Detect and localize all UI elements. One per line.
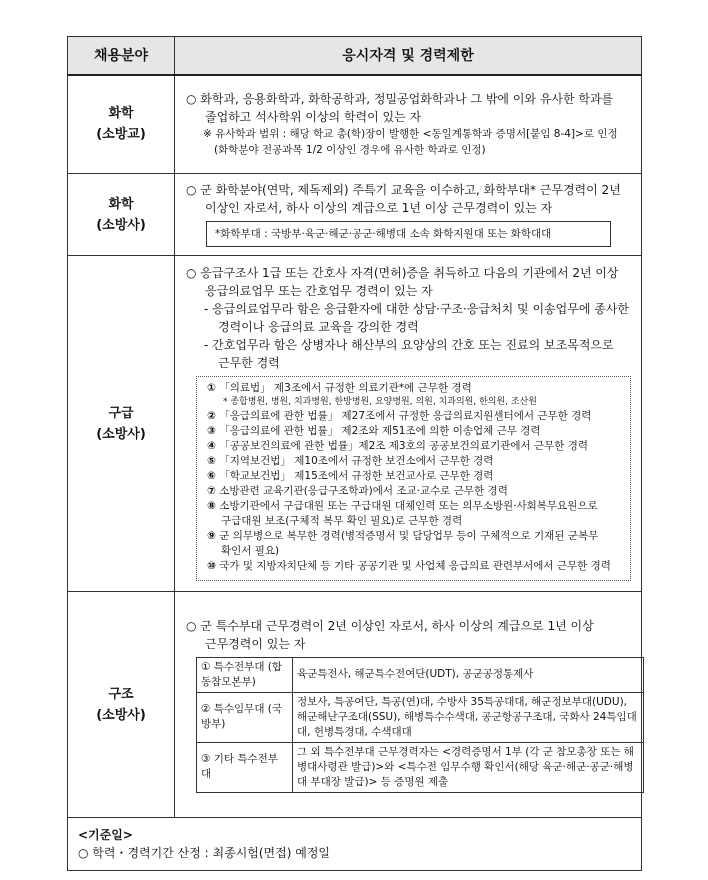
unit-type-label: ③ 기타 특수전부대 (197, 742, 293, 792)
reference-date-text: ○ 학력・경력기간 산정 : 최종시험(면접) 예정일 (78, 846, 331, 860)
list-item: ⑩ 국가 및 지방자치단체 등 기타 공공기관 및 사업체 응급의료 관련부서에서 근무한 경력 (207, 560, 611, 572)
table-row (68, 75, 642, 174)
unit-list: 육군특전사, 해군특수전여단(UDT), 공군공정통제사 (293, 657, 644, 692)
table-row (197, 657, 644, 692)
list-item: ⑦ 소방관련 교육기관(응급구조학과)에서 조교·교수로 근무한 경력 (207, 485, 508, 497)
qualification-text: ○ 군 특수부대 근무경력이 2년 이상인 자로서, 하사 이상의 계급으로 1년 이상 근무경력이 있는 자 (186, 618, 594, 651)
field-rank: (소방교) (96, 127, 146, 143)
table-row (68, 592, 642, 818)
list-item: ④ 「공공보건의료에 관한 법률」제2조 제3호의 공공보건의료기관에서 근무한 경력 (207, 440, 589, 452)
table-header-row (68, 37, 642, 75)
field-name: 구급 (108, 405, 134, 421)
table-row (68, 256, 642, 592)
list-item: ③ 「응급의료에 관한 법률」 제2조와 제51조에 의한 이송업체 근무 경력 (207, 425, 541, 437)
reference-date-section (67, 818, 642, 871)
qualification-document (67, 36, 642, 871)
list-item: ⑧ 소방기관에서 구급대원 또는 구급대원 대체인력 또는 의무소방원·사회복무요원으로 구급대원 보조(구체적 복무 확인 필요)로 근무한 경력 (207, 500, 598, 527)
emergency-work-definition: - 응급의료업무라 함은 응급환자에 대한 상담·구조·응급처치 및 이송업무에 종사한 경력이나 응급의료 교육을 강의한 경력 (204, 302, 630, 334)
unit-list: 그 외 특수전부대 근무경력자는 <경력증명서 1부 (각 군 참모총장 또는 해병대사령관 발급)>와 <특수전 임무수행 확인서(해당 육군·해군·공군·해병대 부대장 발급)> 등 증명원 제출 (293, 742, 644, 792)
field-rank: (소방사) (96, 426, 146, 442)
table-row (197, 692, 644, 742)
nursing-work-definition: - 간호업무라 함은 상병자나 해산부의 요양상의 간호 또는 진료의 보조목적으로 근무한 경력 (204, 338, 614, 370)
unit-type-label: ② 특수임무대 (국방부) (197, 692, 293, 742)
table-row (68, 174, 642, 256)
list-item: ① 「의료법」 제3조에서 규정한 의료기관*에 근무한 경력 (207, 382, 472, 394)
qualification-text: ○ 응급구조사 1급 또는 간호사 자격(면허)증을 취득하고 다음의 기관에서 2년 이상 응급의료업무 또는 간호업무 경력이 있는 자 (186, 266, 619, 298)
field-name: 화학 (108, 196, 134, 212)
qualification-cell (175, 256, 642, 592)
special-unit-table (196, 657, 644, 793)
reference-date-title: <기준일> (78, 828, 133, 842)
field-cell (68, 75, 175, 174)
institution-list (196, 376, 631, 581)
list-item: ⑨ 군 의무병으로 복무한 경력(병적증명서 및 담당업무 등이 구체적으로 기재된 군복무 확인서 필요) (207, 530, 599, 557)
table-row (197, 742, 644, 792)
header-field: 채용분야 (68, 37, 175, 75)
unit-type-label: ① 특수전부대 (합동참모본부) (197, 657, 293, 692)
qualification-table (67, 36, 642, 818)
list-item: ⑤ 「지역보건법」 제10조에서 규정한 보건소에서 근무한 경력 (207, 455, 494, 467)
field-name: 구조 (108, 686, 134, 702)
unit-list: 정보사, 특공여단, 특공(연)대, 수방사 35특공대대, 해군정보부대(UDU), 해군해난구조대(SSU), 해병특수수색대, 공군항공구조대, 국화사 24특임대대, 헌병특경대, 수색대대 (293, 692, 644, 742)
qualification-text: ○ 화학과, 응용화학과, 화학공학과, 정밀공업화학과나 그 밖에 이와 유사한 학과를 졸업하고 석사학위 이상의 학력이 있는 자 (186, 92, 614, 125)
chemical-unit-note-box: *화학부대 : 국방부·육군·해군·공군·해병대 소속 화학지원대 또는 화학대대 (206, 221, 611, 247)
qualification-cell (175, 174, 642, 256)
field-name: 화학 (108, 106, 134, 122)
header-qualification: 응시자격 및 경력제한 (175, 37, 642, 75)
field-rank: (소방사) (96, 217, 146, 233)
qualification-cell (175, 592, 642, 818)
list-item: ② 「응급의료에 관한 법률」 제27조에서 규정한 응급의료지원센터에서 근무한 경력 (207, 410, 592, 422)
field-rank: (소방사) (96, 707, 146, 723)
list-item: ⑥ 「학교보건법」 제15조에서 규정한 보건교사로 근무한 경력 (207, 470, 494, 482)
similar-major-note: ※ 유사학과 범위 : 해당 학교 총(학)장이 발행한 <동일계통학과 증명서[붙임 8-4]>로 인정(화학분야 전공과목 1/2 이상인 경우에 유사한 학과로 인정) (203, 128, 618, 157)
field-cell (68, 174, 175, 256)
qualification-cell (175, 75, 642, 174)
medical-institution-note: * 종합병원, 병원, 치과병원, 한방병원, 요양병원, 의원, 치과의원, 한의원, 조산원 (223, 397, 537, 407)
qualification-text: ○ 군 화학분야(연막, 제독제외) 주특기 교육을 이수하고, 화학부대* 근무경력이 2년 이상인 자로서, 하사 이상의 계급으로 1년 이상 근무경력이 있는 자 (186, 182, 621, 215)
field-cell (68, 592, 175, 818)
field-cell (68, 256, 175, 592)
